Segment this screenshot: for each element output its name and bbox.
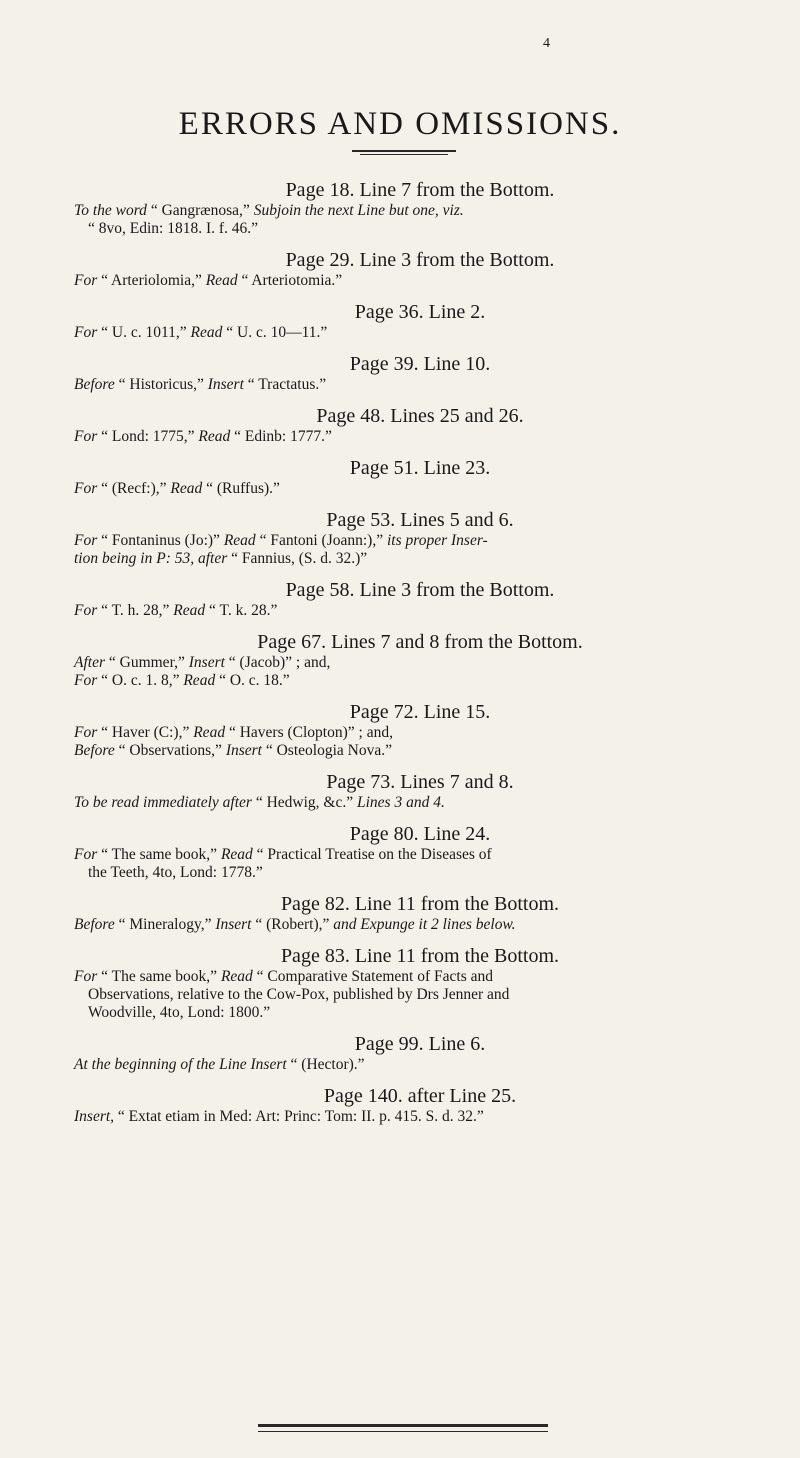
errata-entry xyxy=(74,508,766,568)
entry-line xyxy=(74,916,766,934)
quoted-text: “ Hedwig, &c.” xyxy=(251,794,357,811)
errata-entry xyxy=(74,700,766,760)
errata-entry xyxy=(74,1032,766,1074)
instruction-text: and Expunge it 2 lines below. xyxy=(333,916,516,933)
entry-line xyxy=(74,968,766,986)
instruction-text: Read xyxy=(220,968,253,985)
quoted-text: “ Arteriolomia,” xyxy=(97,272,206,289)
quoted-text: “ Arteriotomia.” xyxy=(237,272,343,289)
errata-entry xyxy=(74,892,766,934)
instruction-text: Read xyxy=(193,724,226,741)
instruction-text: To the word xyxy=(74,202,147,219)
entry-line xyxy=(74,654,766,672)
instruction-text: Before xyxy=(74,742,115,759)
title-rule-thin xyxy=(360,154,448,155)
errata-entry xyxy=(74,352,766,394)
entry-line xyxy=(74,376,766,394)
entry-line xyxy=(74,794,766,812)
entry-line xyxy=(74,220,766,238)
entry-heading: Page 99. Line 6. xyxy=(354,1033,486,1055)
entry-heading: Page 36. Line 2. xyxy=(354,301,486,323)
instruction-text: For xyxy=(74,324,98,341)
quoted-text: “ Historicus,” xyxy=(114,376,208,393)
instruction-text: Insert xyxy=(207,376,244,393)
entry-heading: Page 72. Line 15. xyxy=(349,701,491,723)
entry-heading: Page 80. Line 24. xyxy=(349,823,491,845)
entry-heading: Page 67. Lines 7 and 8 from the Bottom. xyxy=(257,631,583,653)
errata-entry xyxy=(74,770,766,812)
entry-line xyxy=(74,272,766,290)
entry-line xyxy=(74,550,766,568)
quoted-text: “ (Recf:),” xyxy=(97,480,171,497)
errata-entry xyxy=(74,944,766,1022)
entry-heading: Page 53. Lines 5 and 6. xyxy=(326,509,514,531)
quoted-text: “ Fontaninus (Jo:)” xyxy=(97,532,224,549)
instruction-text: Read xyxy=(173,602,206,619)
errata-entry xyxy=(74,300,766,342)
instruction-text: Read xyxy=(223,532,256,549)
entry-line xyxy=(74,324,766,342)
instruction-text: For xyxy=(74,272,98,289)
instruction-text: Read xyxy=(170,480,203,497)
entry-line xyxy=(74,1056,766,1074)
errata-entry xyxy=(74,578,766,620)
errata-entry xyxy=(74,178,766,238)
entry-heading: Page 18. Line 7 from the Bottom. xyxy=(285,179,555,201)
errata-entry xyxy=(74,456,766,498)
quoted-text: “ Fantoni (Joann:),” xyxy=(255,532,387,549)
quoted-text: “ Fannius, (S. d. 32.)” xyxy=(227,550,368,567)
entry-line xyxy=(74,202,766,220)
instruction-text: Read xyxy=(183,672,216,689)
entry-line xyxy=(74,428,766,446)
instruction-text: To be read immediately after xyxy=(74,794,252,811)
instruction-text: For xyxy=(74,672,98,689)
entry-line xyxy=(74,532,766,550)
instruction-text: Insert xyxy=(225,742,262,759)
instruction-text: Insert xyxy=(188,654,225,671)
quoted-text: the Teeth, 4to, Lond: 1778.” xyxy=(88,864,263,881)
errata-entry xyxy=(74,248,766,290)
quoted-text: “ Gangrænosa,” xyxy=(146,202,254,219)
quoted-text: “ T. h. 28,” xyxy=(97,602,174,619)
entry-heading: Page 39. Line 10. xyxy=(349,353,491,375)
errata-list xyxy=(74,168,766,1126)
entry-heading: Page 48. Lines 25 and 26. xyxy=(316,405,524,427)
title-rule xyxy=(352,150,456,152)
instruction-text: Read xyxy=(190,324,223,341)
quoted-text: “ Practical Treatise on the Diseases of xyxy=(252,846,492,863)
page-title: ERRORS AND OMISSIONS. xyxy=(178,106,622,143)
instruction-text: After xyxy=(74,654,105,671)
quoted-text: “ Havers (Clopton)” ; and, xyxy=(225,724,393,741)
instruction-text: For xyxy=(74,532,98,549)
instruction-text: At the beginning of the Line Insert xyxy=(74,1056,287,1073)
instruction-text: For xyxy=(74,968,98,985)
quoted-text: “ U. c. 1011,” xyxy=(97,324,191,341)
quoted-text: “ 8vo, Edin: 1818. I. f. 46.” xyxy=(88,220,259,237)
instruction-text: Insert xyxy=(215,916,252,933)
errata-entry xyxy=(74,822,766,882)
quoted-text: “ (Ruffus).” xyxy=(202,480,280,497)
entry-line xyxy=(74,742,766,760)
entry-line xyxy=(74,864,766,882)
instruction-text: Read xyxy=(198,428,231,445)
quoted-text: “ Gummer,” xyxy=(105,654,189,671)
instruction-text: Read xyxy=(205,272,238,289)
quoted-text: “ Extat etiam in Med: Art: Princ: Tom: II. p. 415. S. d. 32.” xyxy=(114,1108,484,1125)
quoted-text: “ (Jacob)” ; and, xyxy=(224,654,331,671)
footer-rule-thin xyxy=(258,1431,548,1432)
errata-entry xyxy=(74,630,766,690)
quoted-text: “ Tractatus.” xyxy=(243,376,327,393)
quoted-text: Woodville, 4to, Lond: 1800.” xyxy=(88,1004,271,1021)
quoted-text: “ Comparative Statement of Facts and xyxy=(252,968,493,985)
margin-mark: 4 xyxy=(543,36,550,51)
entry-heading: Page 29. Line 3 from the Bottom. xyxy=(285,249,555,271)
instruction-text: For xyxy=(74,428,98,445)
instruction-text: its proper Inser- xyxy=(386,532,488,549)
quoted-text: “ Haver (C:),” xyxy=(97,724,194,741)
quoted-text: Observations, relative to the Cow-Pox, published by Drs Jenner and xyxy=(88,986,510,1003)
instruction-text: Insert, xyxy=(74,1108,115,1125)
errata-entry xyxy=(74,1084,766,1126)
instruction-text: Lines 3 and 4. xyxy=(356,794,445,811)
entry-heading: Page 73. Lines 7 and 8. xyxy=(326,771,514,793)
quoted-text: “ U. c. 10—11.” xyxy=(222,324,328,341)
instruction-text: Before xyxy=(74,916,115,933)
entry-line xyxy=(74,724,766,742)
footer-rule xyxy=(258,1424,548,1427)
entry-line xyxy=(74,1108,766,1126)
quoted-text: “ T. k. 28.” xyxy=(205,602,278,619)
entry-heading: Page 58. Line 3 from the Bottom. xyxy=(285,579,555,601)
quoted-text: “ The same book,” xyxy=(97,968,221,985)
quoted-text: “ O. c. 18.” xyxy=(215,672,290,689)
entry-heading: Page 82. Line 11 from the Bottom. xyxy=(280,893,560,915)
entry-line xyxy=(74,1004,766,1022)
instruction-text: For xyxy=(74,724,98,741)
instruction-text: For xyxy=(74,480,98,497)
instruction-text: Subjoin the next Line but one, viz. xyxy=(253,202,464,219)
quoted-text: “ Observations,” xyxy=(114,742,226,759)
instruction-text: Read xyxy=(220,846,253,863)
quoted-text: “ Edinb: 1777.” xyxy=(230,428,332,445)
quoted-text: “ The same book,” xyxy=(97,846,221,863)
entry-line xyxy=(74,986,766,1004)
instruction-text: For xyxy=(74,602,98,619)
quoted-text: “ Osteologia Nova.” xyxy=(261,742,392,759)
entry-line xyxy=(74,672,766,690)
quoted-text: “ Lond: 1775,” xyxy=(97,428,199,445)
entry-heading: Page 83. Line 11 from the Bottom. xyxy=(280,945,560,967)
entry-line xyxy=(74,480,766,498)
entry-line xyxy=(74,846,766,864)
quoted-text: “ O. c. 1. 8,” xyxy=(97,672,184,689)
entry-heading: Page 51. Line 23. xyxy=(349,457,491,479)
quoted-text: “ Mineralogy,” xyxy=(114,916,216,933)
instruction-text: Before xyxy=(74,376,115,393)
instruction-text: For xyxy=(74,846,98,863)
quoted-text: “ (Robert),” xyxy=(251,916,334,933)
entry-heading: Page 140. after Line 25. xyxy=(323,1085,517,1107)
errata-entry xyxy=(74,404,766,446)
entry-line xyxy=(74,602,766,620)
quoted-text: “ (Hector).” xyxy=(286,1056,365,1073)
instruction-text: tion being in P: 53, after xyxy=(74,550,228,567)
